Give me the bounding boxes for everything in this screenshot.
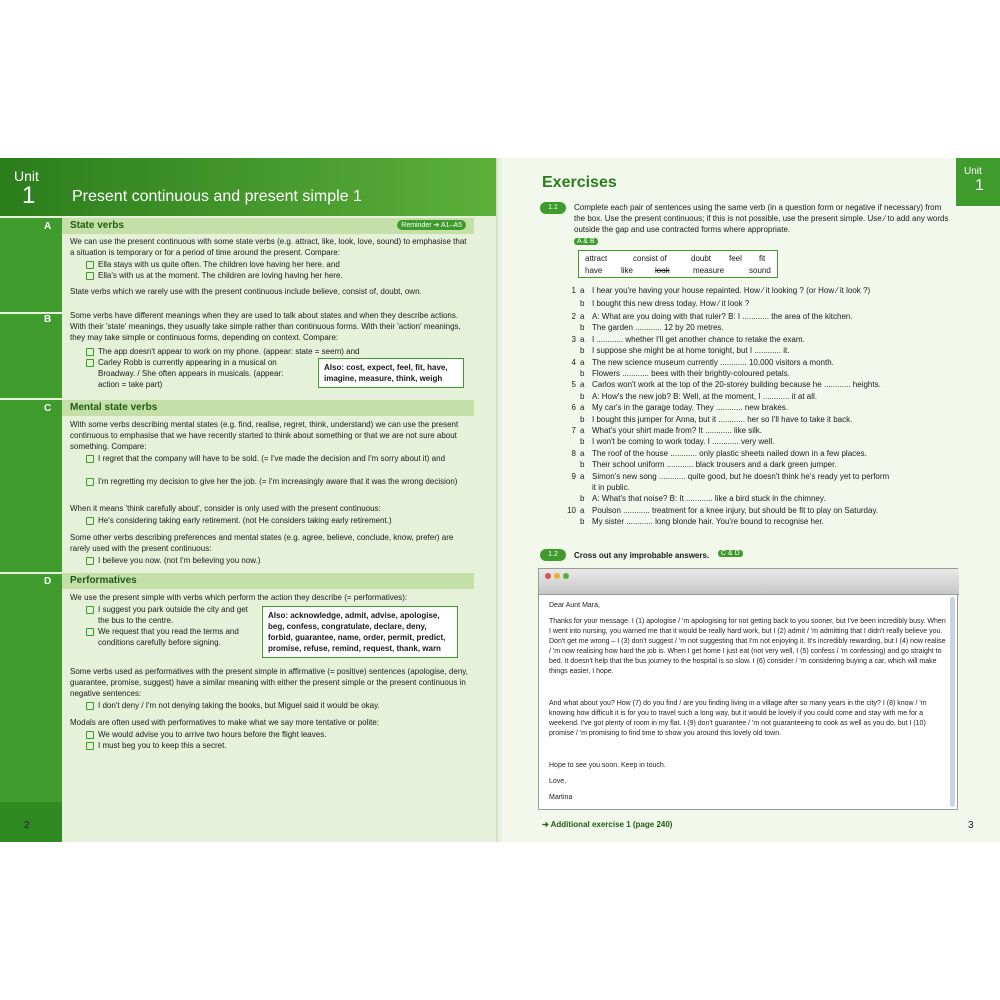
example: We request that you read the terms and conditions carefully before signing. bbox=[86, 626, 256, 648]
example: I must beg you to keep this a secret. bbox=[86, 740, 466, 751]
exercise-row bbox=[564, 358, 834, 368]
exercise-row bbox=[564, 506, 878, 516]
email-toolbar bbox=[539, 569, 959, 595]
exercise-row bbox=[564, 460, 837, 470]
section-letter-a: A bbox=[44, 221, 52, 232]
row-text[interactable]: I bought this jumper for Anna, but it ............ her so I'll have to take it back. bbox=[592, 414, 853, 424]
exercise-row bbox=[564, 323, 724, 333]
row-text[interactable]: Carlos won't work at the top of the 20-storey building because he ............ heights. bbox=[592, 380, 881, 390]
word: doubt bbox=[691, 254, 712, 263]
row-letter: a bbox=[580, 334, 585, 344]
paragraph: State verbs which we rarely use with the present continuous include believe, consist of, doubt, own. bbox=[70, 287, 422, 296]
exercise-row bbox=[564, 392, 817, 402]
word: like bbox=[621, 266, 634, 275]
paragraph: When it means 'think carefully about', consider is only used with the present continuous: bbox=[70, 504, 381, 513]
paragraph: With some verbs describing mental states (e.g. find, realise, regret, think, understand) we can use the present continuous to emphasise that we have recently started to think about something or that we are not sure about something. Compare: bbox=[70, 420, 459, 451]
row-text[interactable]: Flowers ............ bees with their brightly-coloured petals. bbox=[592, 369, 790, 378]
also-box: Also: acknowledge, admit, advise, apologise, beg, confess, congratulate, declare, deny, forbid, guarantee, name, order, permit, predict, promise, refuse, remind, request, thank, warn bbox=[262, 606, 458, 658]
email-paragraph: And what about you? How (7) do you find / are you finding living in a village after so many years in the city? I (8) know / 'm knowing how difficult it is for you to travel such a long way, but it would be lovely if you could come and stay with me for a weekend. I've got plenty of room in my flat. I (9) don't guarantee / 'm not guaranteeing to cook as well as you do, but I (10) promise / 'm promising to find time to show you around this lovely old town. bbox=[549, 700, 927, 737]
section-heading-text: Mental state verbs bbox=[70, 402, 158, 413]
section-heading-text: Performatives bbox=[70, 575, 137, 586]
unit-tab bbox=[956, 158, 1000, 206]
word: sound bbox=[749, 266, 771, 275]
zoom-icon[interactable] bbox=[563, 573, 569, 579]
exercise-instruction: Cross out any improbable answers. bbox=[574, 551, 710, 560]
section-letter-b: B bbox=[44, 314, 52, 325]
section-heading-a bbox=[62, 218, 474, 234]
row-letter: b bbox=[580, 391, 585, 401]
email-closing: Love, bbox=[549, 778, 567, 785]
example: Ella's with us at the moment. The children are loving having her here. bbox=[86, 270, 466, 281]
paragraph: Some verbs used as performatives with the present simple in affirmative (= positive) sentences (apologise, deny, guarantee, promise, suggest) have a similar meaning with either the present simple or the present continuous in negative sentences: bbox=[70, 667, 468, 698]
additional-exercise-link[interactable]: ➔ Additional exercise 1 (page 240) bbox=[542, 820, 673, 829]
row-letter: b bbox=[580, 494, 585, 504]
word: measure bbox=[693, 266, 725, 275]
exercise-row bbox=[564, 415, 852, 425]
section-sidebar bbox=[0, 158, 62, 842]
email-window bbox=[538, 568, 958, 810]
row-letter: a bbox=[580, 286, 585, 295]
exercise-badge: 1.1 bbox=[540, 202, 566, 214]
row-letter: a bbox=[580, 448, 585, 458]
exercise-row bbox=[564, 426, 762, 436]
row-letter: a bbox=[580, 312, 585, 321]
row-text[interactable]: My car's in the garage today. They ............ new brakes. bbox=[592, 403, 788, 413]
row-text[interactable]: A: How's the new job? B: Well, at the moment, I ............ it at all. bbox=[592, 391, 818, 401]
paragraph: We use the present simple with verbs which perform the action they describe (= performatives): bbox=[70, 593, 408, 602]
row-text[interactable]: Poulson ............ treatment for a knee injury, but should be fit to play on Saturday. bbox=[592, 505, 879, 515]
row-number: 7 bbox=[571, 426, 576, 435]
unit-number: 1 bbox=[22, 182, 36, 209]
row-letter: b bbox=[580, 460, 585, 470]
unit-label: Unit bbox=[14, 168, 39, 184]
close-icon[interactable] bbox=[545, 573, 551, 579]
unit-number: 1 bbox=[975, 177, 984, 194]
row-text[interactable]: The new science museum currently ............ 10,000 visitors a month. bbox=[592, 357, 834, 367]
row-text[interactable]: The roof of the house ............ only plastic sheets nailed down in a few places. bbox=[592, 448, 867, 458]
sidebar-section-c bbox=[0, 398, 62, 572]
section-heading-text: State verbs bbox=[70, 220, 124, 231]
section-heading-c bbox=[62, 400, 474, 416]
right-page bbox=[502, 158, 1000, 842]
row-text[interactable]: The garden ............ 12 by 20 metres. bbox=[592, 323, 724, 333]
chapter-title: Present continuous and present simple 1 bbox=[72, 188, 362, 205]
row-number: 1 bbox=[571, 286, 576, 295]
row-letter: a bbox=[580, 380, 585, 390]
row-number: 6 bbox=[571, 403, 576, 413]
also-box: Also: cost, expect, feel, fit, have, imagine, measure, think, weigh bbox=[318, 358, 464, 388]
example: The app doesn't appear to work on my phone. (appear: state = seem) and bbox=[86, 346, 466, 357]
paragraph: Modals are often used with performatives to make what we say more tentative or polite: bbox=[70, 718, 380, 727]
exercise-row bbox=[564, 403, 788, 413]
row-letter: a bbox=[580, 403, 585, 413]
word: have bbox=[585, 266, 603, 275]
reminder-link[interactable]: Reminder ➔ A1–A5 bbox=[397, 220, 466, 230]
word: consist of bbox=[633, 254, 667, 263]
word-box bbox=[578, 250, 778, 278]
email-scrollbar[interactable] bbox=[950, 597, 955, 807]
sidebar-section-b bbox=[0, 312, 62, 398]
word: fit bbox=[759, 254, 766, 263]
row-text[interactable]: I ............ whether I'll get another chance to retake the exam. bbox=[592, 334, 805, 344]
exercise-badge: 1.2 bbox=[540, 549, 566, 561]
row-text[interactable]: I hear you're having your house repainted. How ⁄ it looking ? (or How ⁄ it look ?) bbox=[592, 286, 871, 295]
exercise-row bbox=[564, 472, 889, 482]
unit-label: Unit bbox=[964, 166, 982, 177]
row-text[interactable]: it in public. bbox=[592, 483, 630, 492]
example: He's considering taking early retirement. (not He considers taking early retirement.) bbox=[86, 515, 466, 526]
row-letter: b bbox=[580, 299, 585, 308]
exercises-title: Exercises bbox=[542, 174, 617, 191]
word: feel bbox=[729, 254, 742, 263]
row-text[interactable]: A: What's that noise? B: It ............ like a bird stuck in the chimney. bbox=[592, 494, 826, 504]
row-text[interactable]: A: What are you doing with that ruler? B: I ............ the area of the kitchen. bbox=[592, 312, 853, 321]
row-text[interactable]: Simon's new song ............ quite good, but he doesn't think he's ready yet to perform bbox=[592, 471, 890, 481]
exercise-row bbox=[564, 369, 790, 379]
example: I suggest you park outside the city and get the bus to the centre. bbox=[86, 604, 256, 626]
row-text[interactable]: Their school uniform ............ black trousers and a dark green jumper. bbox=[592, 460, 837, 470]
row-text[interactable]: I suppose she might be at home tonight, but I ............ it. bbox=[592, 346, 790, 356]
exercise-row bbox=[564, 483, 630, 493]
example: Carley Robb is currently appearing in a musical on Broadway. / She often appears in musicals. (appear: action = take part) bbox=[86, 357, 296, 390]
paragraph: Some other verbs describing preferences and mental states (e.g. agree, believe, conclude, know, prefer) are rarely used with the present continuous: bbox=[70, 533, 454, 553]
row-letter: b bbox=[580, 414, 585, 424]
row-number: 8 bbox=[571, 448, 576, 458]
example: Ella stays with us quite often. The children love having her here. and bbox=[86, 259, 466, 270]
email-greeting: Dear Aunt Mara, bbox=[549, 602, 600, 609]
row-text[interactable]: What's your shirt made from? It ............ like silk. bbox=[592, 426, 763, 435]
exercise-row bbox=[564, 517, 824, 527]
email-signature: Martina bbox=[549, 794, 573, 801]
row-text[interactable]: I bought this new dress today. How ⁄ it look ? bbox=[592, 299, 750, 308]
row-number: 3 bbox=[571, 334, 576, 344]
row-letter: b bbox=[580, 346, 585, 356]
row-number: 4 bbox=[571, 357, 576, 367]
section-tag: C & D bbox=[718, 550, 743, 557]
row-letter: b bbox=[580, 437, 585, 447]
book-spread bbox=[0, 158, 1000, 842]
section-heading-d bbox=[62, 573, 474, 589]
row-letter: a bbox=[580, 505, 585, 515]
exercise-row bbox=[564, 449, 867, 459]
exercise-instruction: Complete each pair of sentences using the same verb (in a question form or negative if necessary) from the box. Use the present continuous; if this is not possible, use the present simple. Use ⁄ to add any words outside the gap and use contracted forms where appropriate. bbox=[574, 203, 949, 234]
row-letter: a bbox=[580, 357, 585, 367]
exercise-row bbox=[564, 299, 749, 309]
section-tag: A & B bbox=[574, 238, 598, 245]
row-letter: b bbox=[580, 517, 585, 527]
section-letter-d: D bbox=[44, 576, 52, 587]
paragraph: We can use the present continuous with some state verbs (e.g. attract, like, look, love, sound) to emphasise that a situation is temporary or for a period of time around the present. Compare: bbox=[70, 237, 467, 257]
page-number: 2 bbox=[24, 820, 30, 831]
row-number: 9 bbox=[571, 471, 576, 481]
email-paragraph: Thanks for your message. I (1) apologise / 'm apologising for not getting back to you sooner, but I've been incredibly busy. When I went into nursing, you warned me that it would be really hard work, but I (2) admit / 'm admitting that I didn't really believe you. Don't get me wrong – I (3) don't suggest / 'm not suggesting that I'm not enjoying it. It's incredibly rewarding, but I (4) now realise / 'm now realising how hard the job is. When I get home I just eat (not very well, I (5) confess / 'm confessing) and go straight to bed. It doesn't help that the bus journey to the hospital is so slow. I (6) consider / 'm considering buying a car, which will make things easier, I hope. bbox=[549, 618, 946, 675]
email-paragraph: Hope to see you soon. Keep in touch. bbox=[549, 762, 666, 769]
example: I don't deny / I'm not denying taking the books, but Miguel said it would be okay. bbox=[86, 700, 466, 711]
sidebar-section-a bbox=[0, 216, 62, 312]
page-number: 3 bbox=[968, 820, 974, 831]
sidebar-section-d bbox=[0, 572, 62, 802]
row-text[interactable]: I won't be coming to work today. I ............ very well. bbox=[592, 437, 775, 447]
exercise-row bbox=[564, 346, 789, 356]
exercise-row bbox=[564, 312, 853, 322]
row-number: 10 bbox=[567, 505, 576, 515]
example: We would advise you to arrive two hours before the flight leaves. bbox=[86, 729, 466, 740]
section-letter-c: C bbox=[44, 403, 52, 414]
exercise-row bbox=[564, 380, 881, 390]
exercise-row bbox=[564, 494, 825, 504]
example: I'm regretting my decision to give her the job. (= I'm increasingly aware that it was the wrong decision) bbox=[86, 476, 466, 487]
row-text[interactable]: My sister ............ long blonde hair. You're bound to recognise her. bbox=[592, 517, 824, 527]
example: I regret that the company will have to be sold. (= I've made the decision and I'm sorry about it) and bbox=[86, 453, 466, 464]
exercise-row bbox=[564, 437, 774, 447]
exercise-row bbox=[564, 286, 870, 296]
word-crossed-out: look bbox=[655, 266, 670, 275]
paragraph: Some verbs have different meanings when they are used to talk about states and when they describe actions. With their 'state' meanings, they usually take simple rather than continuous forms. With their 'action' meanings, they may take simple or continuous forms, depending on context. Compare: bbox=[70, 311, 461, 342]
row-letter: b bbox=[580, 369, 585, 378]
unit-header bbox=[0, 158, 498, 216]
row-number: 5 bbox=[571, 380, 576, 390]
example: I believe you now. (not I'm believing you now.) bbox=[86, 555, 466, 566]
row-number: 2 bbox=[571, 312, 576, 321]
exercise-row bbox=[564, 335, 805, 345]
word: attract bbox=[585, 254, 608, 263]
left-page bbox=[0, 158, 498, 842]
minimize-icon[interactable] bbox=[554, 573, 560, 579]
row-letter: a bbox=[580, 426, 585, 435]
row-letter: b bbox=[580, 323, 585, 333]
row-letter: a bbox=[580, 471, 585, 481]
